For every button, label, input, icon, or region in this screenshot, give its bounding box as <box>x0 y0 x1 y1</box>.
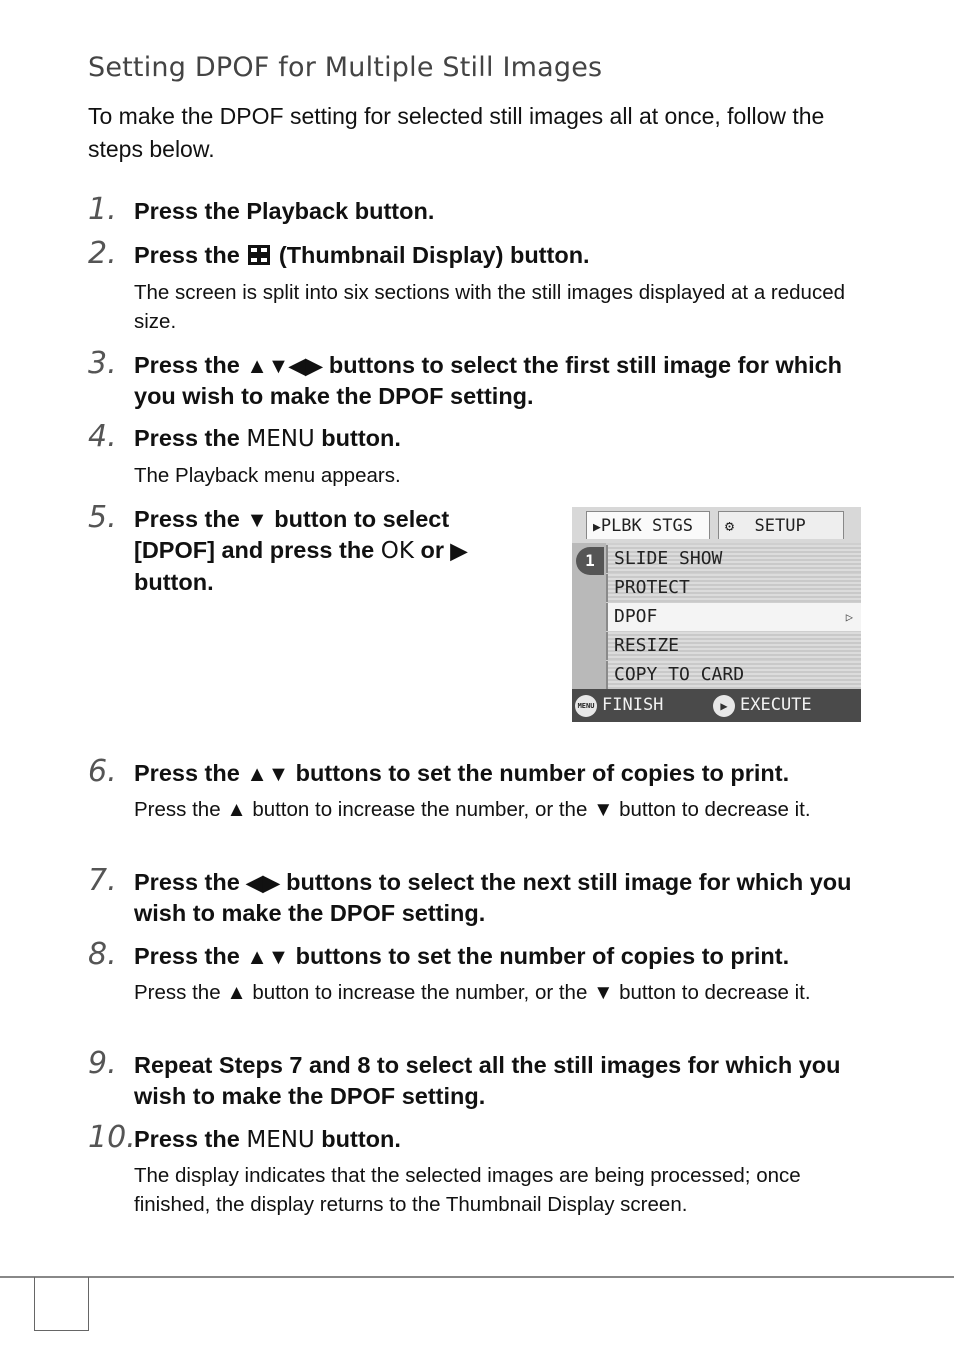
left-right-icon: ◀▶ <box>246 870 280 895</box>
step-number: 3. <box>88 346 117 381</box>
step-title: Repeat Steps 7 and 8 to select all the still images for which you wish to make the DPOF setting. <box>134 1052 841 1109</box>
step-number: 7. <box>88 863 117 898</box>
menu-item-slide-show: SLIDE SHOW <box>606 545 861 573</box>
step-number: 9. <box>88 1046 117 1081</box>
down-arrow-icon: ▼ <box>246 507 268 532</box>
execute-label: EXECUTE <box>740 695 812 715</box>
play-icon: ▶ <box>593 520 601 535</box>
camera-playback-menu-screen <box>572 507 861 722</box>
up-arrow-icon: ▲ <box>226 981 247 1004</box>
step-description: The Playback menu appears. <box>134 464 401 487</box>
step-number: 1. <box>88 192 117 227</box>
down-arrow-icon: ▼ <box>593 798 614 821</box>
tab-playback-settings: ▶PLBK STGS <box>586 511 710 539</box>
step-title: Press the ▲▼ buttons to set the number of copies to print. <box>134 943 790 969</box>
step-description: The screen is split into six sections with the still images displayed at a reduced size. <box>134 281 846 333</box>
menu-item-resize: RESIZE <box>606 632 861 660</box>
step-title: Press the ▲▼ buttons to set the number of copies to print. <box>134 760 790 786</box>
step-title: Press the ◀▶ buttons to select the next still image for which you wish to make the DPOF setting. <box>134 869 852 926</box>
up-down-left-right-icon: ▲▼◀▶ <box>246 353 323 378</box>
finish-label: FINISH <box>602 695 664 715</box>
ok-button-label: OK <box>380 538 414 564</box>
step-description: Press the ▲ button to increase the number, or the ▼ button to decrease it. <box>134 798 811 821</box>
menu-item-dpof: DPOF ▷ <box>606 603 861 631</box>
step-number: 5. <box>88 500 117 535</box>
step-title: Press the MENU button. <box>134 1126 401 1153</box>
menu-tabs <box>572 507 861 543</box>
tab-setup: ⚙ SETUP <box>718 511 844 539</box>
step-description: Press the ▲ button to increase the number, or the ▼ button to decrease it. <box>134 981 811 1004</box>
menu-button-label: MENU <box>246 1127 315 1153</box>
screen-footer <box>572 689 861 722</box>
step-title: Press the (Thumbnail Display) button. <box>134 242 590 268</box>
up-down-icon: ▲▼ <box>246 944 290 969</box>
step-number: 8. <box>88 937 117 972</box>
step-number: 6. <box>88 754 117 789</box>
step-number: 2. <box>88 236 117 271</box>
menu-icon: MENU <box>575 695 597 717</box>
section-heading: Setting DPOF for Multiple Still Images <box>88 52 603 83</box>
menu-item-copy-to-card: COPY TO CARD <box>606 661 861 689</box>
menu-item-protect: PROTECT <box>606 574 861 602</box>
wrench-icon: ⚙ <box>725 517 735 535</box>
right-arrow-icon: ▶ <box>713 695 735 717</box>
down-arrow-icon: ▼ <box>593 981 614 1004</box>
step-title: Press the MENU button. <box>134 425 401 452</box>
submenu-arrow-icon: ▷ <box>845 610 853 624</box>
page-number-box <box>34 1277 89 1331</box>
up-arrow-icon: ▲ <box>226 798 247 821</box>
right-arrow-icon: ▶ <box>450 538 468 563</box>
menu-list <box>606 545 861 690</box>
step-title: Press the ▲▼◀▶ buttons to select the first still image for which you wish to make the DPOF setting. <box>134 352 843 409</box>
step-number: 4. <box>88 419 117 454</box>
page-badge: 1 <box>576 547 604 575</box>
thumbnail-display-icon <box>248 245 270 265</box>
up-down-icon: ▲▼ <box>246 761 290 786</box>
step-title: Press the ▼ button to select [DPOF] and press the OK or ▶ button. <box>134 506 468 595</box>
step-title: Press the Playback button. <box>134 198 435 224</box>
intro-text: To make the DPOF setting for selected still images all at once, follow the steps below. <box>88 103 825 162</box>
step-description: The display indicates that the selected images are being processed; once finished, the display returns to the Thumbnail Display screen. <box>134 1164 801 1216</box>
footer-rule <box>0 1276 954 1278</box>
menu-button-label: MENU <box>246 426 315 452</box>
step-number: 10. <box>88 1120 136 1155</box>
